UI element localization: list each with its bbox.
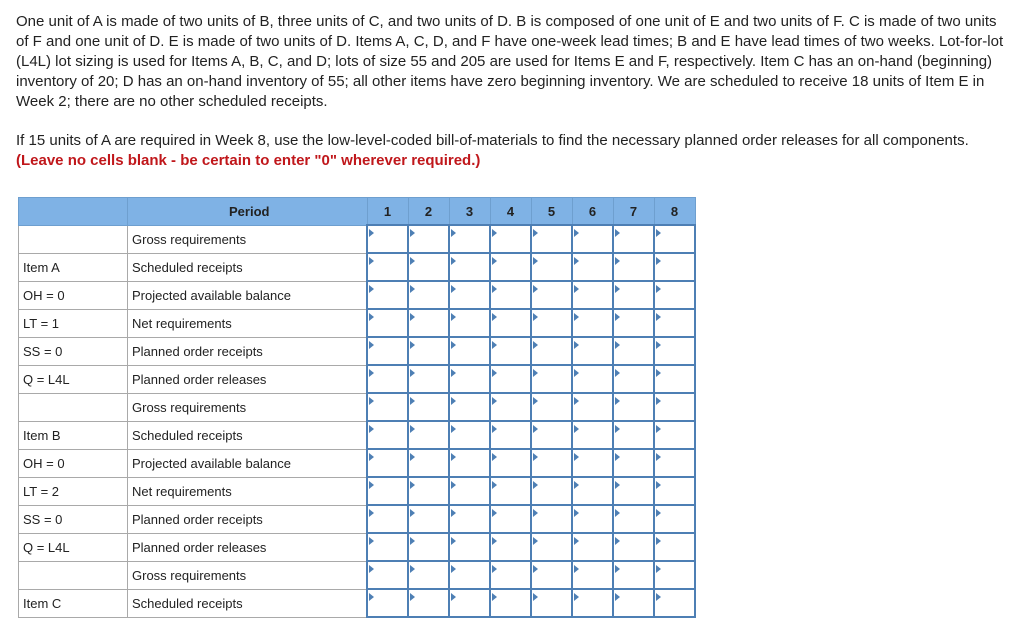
answer-cell bbox=[367, 337, 408, 365]
answer-cell bbox=[490, 421, 531, 449]
answer-cell bbox=[408, 253, 449, 281]
answer-input[interactable] bbox=[614, 282, 653, 308]
answer-cell bbox=[531, 365, 572, 393]
mrp-row bbox=[19, 505, 696, 533]
answer-input[interactable] bbox=[491, 534, 530, 560]
answer-cell bbox=[654, 477, 695, 505]
answer-cell bbox=[572, 253, 613, 281]
answer-input[interactable] bbox=[491, 562, 530, 588]
answer-cell bbox=[449, 421, 490, 449]
answer-input[interactable] bbox=[491, 310, 530, 336]
item-parameter: LT = 1 bbox=[19, 309, 128, 337]
period-2: 2 bbox=[408, 198, 449, 226]
answer-input[interactable] bbox=[532, 226, 571, 252]
answer-input[interactable] bbox=[532, 366, 571, 392]
answer-cell bbox=[531, 309, 572, 337]
answer-cell bbox=[408, 225, 449, 253]
row-label: Scheduled receipts bbox=[128, 589, 368, 617]
answer-cell bbox=[367, 225, 408, 253]
row-label: Net requirements bbox=[128, 477, 368, 505]
answer-cell bbox=[613, 253, 654, 281]
answer-cell bbox=[654, 505, 695, 533]
answer-input[interactable] bbox=[409, 534, 448, 560]
answer-input[interactable] bbox=[450, 394, 489, 420]
item-parameter: OH = 0 bbox=[19, 281, 128, 309]
answer-input[interactable] bbox=[614, 534, 653, 560]
answer-input[interactable] bbox=[573, 282, 612, 308]
period-1: 1 bbox=[367, 198, 408, 226]
answer-cell bbox=[654, 365, 695, 393]
row-label: Projected available balance bbox=[128, 449, 368, 477]
answer-input[interactable] bbox=[450, 562, 489, 588]
answer-cell bbox=[367, 505, 408, 533]
answer-input[interactable] bbox=[409, 590, 448, 616]
answer-input[interactable] bbox=[655, 310, 694, 336]
answer-input[interactable] bbox=[655, 422, 694, 448]
item-parameter: Item B bbox=[19, 421, 128, 449]
answer-input[interactable] bbox=[491, 394, 530, 420]
answer-input[interactable] bbox=[450, 422, 489, 448]
answer-cell bbox=[408, 449, 449, 477]
answer-input[interactable] bbox=[409, 506, 448, 532]
answer-input[interactable] bbox=[368, 422, 407, 448]
answer-input[interactable] bbox=[368, 254, 407, 280]
answer-cell bbox=[490, 561, 531, 589]
answer-cell bbox=[613, 281, 654, 309]
answer-cell bbox=[490, 309, 531, 337]
answer-input[interactable] bbox=[450, 506, 489, 532]
item-parameter bbox=[19, 225, 128, 253]
mrp-row bbox=[19, 421, 696, 449]
answer-cell bbox=[654, 309, 695, 337]
answer-cell bbox=[449, 309, 490, 337]
answer-input[interactable] bbox=[450, 450, 489, 476]
answer-input[interactable] bbox=[532, 282, 571, 308]
period-label: Period bbox=[128, 198, 368, 226]
answer-input[interactable] bbox=[614, 562, 653, 588]
mrp-row bbox=[19, 225, 696, 253]
answer-cell bbox=[613, 365, 654, 393]
answer-input[interactable] bbox=[532, 254, 571, 280]
answer-cell bbox=[490, 225, 531, 253]
answer-cell bbox=[613, 477, 654, 505]
answer-cell bbox=[531, 477, 572, 505]
answer-input[interactable] bbox=[573, 534, 612, 560]
answer-input[interactable] bbox=[450, 254, 489, 280]
answer-input[interactable] bbox=[573, 310, 612, 336]
answer-input[interactable] bbox=[450, 366, 489, 392]
answer-cell bbox=[449, 561, 490, 589]
answer-input[interactable] bbox=[655, 534, 694, 560]
row-label: Planned order receipts bbox=[128, 505, 368, 533]
answer-cell bbox=[408, 533, 449, 561]
answer-cell bbox=[572, 393, 613, 421]
answer-input[interactable] bbox=[614, 394, 653, 420]
answer-cell bbox=[613, 337, 654, 365]
row-label: Gross requirements bbox=[128, 225, 368, 253]
answer-input[interactable] bbox=[491, 338, 530, 364]
answer-input[interactable] bbox=[409, 562, 448, 588]
mrp-row bbox=[19, 589, 696, 617]
mrp-row bbox=[19, 281, 696, 309]
answer-cell bbox=[654, 533, 695, 561]
answer-input[interactable] bbox=[409, 226, 448, 252]
mrp-row bbox=[19, 309, 696, 337]
answer-input[interactable] bbox=[532, 478, 571, 504]
answer-input[interactable] bbox=[532, 394, 571, 420]
answer-cell bbox=[654, 337, 695, 365]
answer-cell bbox=[654, 393, 695, 421]
answer-input[interactable] bbox=[409, 478, 448, 504]
problem-paragraph-1: One unit of A is made of two units of B, three units of C, and two units of D. B is composed of one unit of E and two units of F. C is made of two units of F and one unit of D. E is made of two units of D. Items A, C, D, and F have one-week lead times; B and E have lead times of two weeks. Lot-for-lot (L4L) lot sizing is used for Items A, B, C, and D; lots of size 55 and 205 are used for Items E and F, respectively. Item C has an on-hand (beginning) inventory of 20; D has an on-hand inventory of 55; all other items have zero beginning inventory. We are scheduled to receive 18 units of Item E in Week 2; there are no other scheduled receipts. bbox=[16, 13, 1004, 110]
answer-input[interactable] bbox=[491, 590, 530, 616]
mrp-row bbox=[19, 393, 696, 421]
answer-cell bbox=[408, 561, 449, 589]
answer-input[interactable] bbox=[655, 226, 694, 252]
period-3: 3 bbox=[449, 198, 490, 226]
answer-cell bbox=[490, 393, 531, 421]
row-label: Gross requirements bbox=[128, 393, 368, 421]
answer-cell bbox=[367, 253, 408, 281]
answer-input[interactable] bbox=[655, 478, 694, 504]
answer-cell bbox=[531, 533, 572, 561]
answer-cell bbox=[490, 477, 531, 505]
answer-cell bbox=[449, 337, 490, 365]
answer-cell bbox=[613, 421, 654, 449]
answer-input[interactable] bbox=[614, 366, 653, 392]
answer-input[interactable] bbox=[450, 338, 489, 364]
answer-input[interactable] bbox=[655, 282, 694, 308]
period-4: 4 bbox=[490, 198, 531, 226]
answer-input[interactable] bbox=[655, 338, 694, 364]
answer-input[interactable] bbox=[614, 254, 653, 280]
answer-input[interactable] bbox=[573, 450, 612, 476]
answer-input[interactable] bbox=[368, 450, 407, 476]
answer-cell bbox=[408, 505, 449, 533]
answer-cell bbox=[367, 561, 408, 589]
answer-input[interactable] bbox=[450, 534, 489, 560]
answer-cell bbox=[367, 365, 408, 393]
answer-input[interactable] bbox=[409, 422, 448, 448]
answer-cell bbox=[531, 589, 572, 617]
answer-cell bbox=[367, 421, 408, 449]
answer-cell bbox=[531, 505, 572, 533]
answer-cell bbox=[654, 253, 695, 281]
answer-input[interactable] bbox=[655, 394, 694, 420]
answer-input[interactable] bbox=[409, 338, 448, 364]
answer-input[interactable] bbox=[368, 478, 407, 504]
period-8: 8 bbox=[654, 198, 695, 226]
answer-cell bbox=[449, 449, 490, 477]
answer-input[interactable] bbox=[532, 590, 571, 616]
item-parameter: OH = 0 bbox=[19, 449, 128, 477]
answer-cell bbox=[531, 225, 572, 253]
answer-cell bbox=[408, 309, 449, 337]
answer-cell bbox=[367, 477, 408, 505]
answer-cell bbox=[449, 253, 490, 281]
answer-cell bbox=[408, 281, 449, 309]
answer-cell bbox=[613, 225, 654, 253]
answer-input[interactable] bbox=[573, 506, 612, 532]
answer-cell bbox=[654, 561, 695, 589]
answer-input[interactable] bbox=[409, 310, 448, 336]
answer-cell bbox=[490, 505, 531, 533]
answer-input[interactable] bbox=[491, 254, 530, 280]
answer-cell bbox=[531, 337, 572, 365]
mrp-row bbox=[19, 561, 696, 589]
mrp-row bbox=[19, 533, 696, 561]
answer-input[interactable] bbox=[450, 226, 489, 252]
answer-cell bbox=[572, 365, 613, 393]
answer-cell bbox=[367, 393, 408, 421]
answer-input[interactable] bbox=[491, 422, 530, 448]
mrp-table bbox=[18, 197, 696, 618]
period-6: 6 bbox=[572, 198, 613, 226]
answer-input[interactable] bbox=[368, 282, 407, 308]
answer-input[interactable] bbox=[450, 590, 489, 616]
answer-cell bbox=[408, 337, 449, 365]
answer-cell bbox=[531, 281, 572, 309]
answer-input[interactable] bbox=[532, 422, 571, 448]
answer-input[interactable] bbox=[491, 478, 530, 504]
row-label: Gross requirements bbox=[128, 561, 368, 589]
answer-input[interactable] bbox=[409, 394, 448, 420]
item-parameter: LT = 2 bbox=[19, 477, 128, 505]
problem-statement bbox=[16, 12, 1008, 190]
answer-input[interactable] bbox=[368, 226, 407, 252]
answer-input[interactable] bbox=[491, 450, 530, 476]
answer-input[interactable] bbox=[491, 226, 530, 252]
answer-input[interactable] bbox=[573, 366, 612, 392]
answer-input[interactable] bbox=[409, 282, 448, 308]
answer-cell bbox=[531, 449, 572, 477]
answer-input[interactable] bbox=[614, 310, 653, 336]
answer-cell bbox=[490, 365, 531, 393]
answer-cell bbox=[572, 533, 613, 561]
answer-cell bbox=[613, 449, 654, 477]
answer-cell bbox=[531, 561, 572, 589]
fill-instruction: (Leave no cells blank - be certain to enter "0" wherever required.) bbox=[16, 152, 481, 169]
period-header-row bbox=[19, 198, 696, 226]
answer-input[interactable] bbox=[573, 590, 612, 616]
answer-input[interactable] bbox=[368, 562, 407, 588]
problem-paragraph-2 bbox=[16, 131, 1008, 171]
answer-input[interactable] bbox=[450, 282, 489, 308]
answer-input[interactable] bbox=[532, 562, 571, 588]
answer-cell bbox=[572, 421, 613, 449]
answer-input[interactable] bbox=[368, 338, 407, 364]
answer-input[interactable] bbox=[614, 338, 653, 364]
period-5: 5 bbox=[531, 198, 572, 226]
item-parameter: Q = L4L bbox=[19, 533, 128, 561]
answer-input[interactable] bbox=[409, 254, 448, 280]
answer-cell bbox=[572, 281, 613, 309]
answer-input[interactable] bbox=[573, 338, 612, 364]
answer-cell bbox=[572, 337, 613, 365]
answer-cell bbox=[654, 449, 695, 477]
answer-cell bbox=[408, 365, 449, 393]
row-label: Planned order receipts bbox=[128, 337, 368, 365]
answer-cell bbox=[613, 505, 654, 533]
answer-cell bbox=[654, 225, 695, 253]
answer-input[interactable] bbox=[573, 254, 612, 280]
answer-cell bbox=[367, 589, 408, 617]
answer-cell bbox=[531, 253, 572, 281]
answer-cell bbox=[490, 253, 531, 281]
answer-input[interactable] bbox=[532, 450, 571, 476]
answer-cell bbox=[490, 337, 531, 365]
answer-cell bbox=[572, 561, 613, 589]
answer-cell bbox=[572, 449, 613, 477]
answer-input[interactable] bbox=[532, 534, 571, 560]
answer-cell bbox=[449, 477, 490, 505]
answer-cell bbox=[449, 393, 490, 421]
answer-cell bbox=[613, 589, 654, 617]
answer-input[interactable] bbox=[573, 394, 612, 420]
answer-cell bbox=[572, 505, 613, 533]
answer-cell bbox=[449, 505, 490, 533]
mrp-row bbox=[19, 449, 696, 477]
answer-input[interactable] bbox=[532, 310, 571, 336]
period-7: 7 bbox=[613, 198, 654, 226]
answer-input[interactable] bbox=[655, 450, 694, 476]
row-label: Net requirements bbox=[128, 309, 368, 337]
row-label: Planned order releases bbox=[128, 365, 368, 393]
answer-cell bbox=[408, 421, 449, 449]
row-label: Projected available balance bbox=[128, 281, 368, 309]
answer-input[interactable] bbox=[614, 422, 653, 448]
answer-cell bbox=[613, 561, 654, 589]
item-parameter: Q = L4L bbox=[19, 365, 128, 393]
answer-input[interactable] bbox=[614, 506, 653, 532]
mrp-row bbox=[19, 365, 696, 393]
answer-input[interactable] bbox=[532, 338, 571, 364]
problem-question: If 15 units of A are required in Week 8, use the low-level-coded bill-of-materials to find the necessary planned order releases for all components. bbox=[16, 132, 969, 149]
answer-cell bbox=[531, 421, 572, 449]
answer-cell bbox=[367, 281, 408, 309]
answer-input[interactable] bbox=[655, 366, 694, 392]
answer-cell bbox=[367, 533, 408, 561]
answer-cell bbox=[613, 393, 654, 421]
answer-cell bbox=[449, 365, 490, 393]
answer-input[interactable] bbox=[409, 450, 448, 476]
answer-input[interactable] bbox=[614, 450, 653, 476]
item-parameter: Item A bbox=[19, 253, 128, 281]
answer-input[interactable] bbox=[614, 590, 653, 616]
answer-input[interactable] bbox=[532, 506, 571, 532]
answer-cell bbox=[490, 533, 531, 561]
answer-cell bbox=[367, 309, 408, 337]
mrp-row bbox=[19, 477, 696, 505]
mrp-row bbox=[19, 253, 696, 281]
row-label: Scheduled receipts bbox=[128, 421, 368, 449]
answer-input[interactable] bbox=[573, 562, 612, 588]
answer-input[interactable] bbox=[450, 478, 489, 504]
answer-input[interactable] bbox=[368, 310, 407, 336]
answer-input[interactable] bbox=[491, 282, 530, 308]
item-parameter bbox=[19, 561, 128, 589]
row-label: Planned order releases bbox=[128, 533, 368, 561]
answer-input[interactable] bbox=[491, 506, 530, 532]
answer-cell bbox=[572, 589, 613, 617]
answer-input[interactable] bbox=[573, 478, 612, 504]
header-blank bbox=[19, 198, 128, 226]
answer-cell bbox=[613, 309, 654, 337]
answer-cell bbox=[408, 589, 449, 617]
answer-cell bbox=[531, 393, 572, 421]
answer-input[interactable] bbox=[368, 534, 407, 560]
answer-cell bbox=[449, 533, 490, 561]
answer-cell bbox=[572, 225, 613, 253]
item-parameter: SS = 0 bbox=[19, 505, 128, 533]
answer-input[interactable] bbox=[491, 366, 530, 392]
answer-cell bbox=[613, 533, 654, 561]
answer-cell bbox=[449, 281, 490, 309]
item-parameter: Item C bbox=[19, 589, 128, 617]
item-parameter: SS = 0 bbox=[19, 337, 128, 365]
answer-input[interactable] bbox=[655, 254, 694, 280]
answer-cell bbox=[654, 589, 695, 617]
answer-input[interactable] bbox=[614, 478, 653, 504]
answer-cell bbox=[408, 477, 449, 505]
answer-input[interactable] bbox=[655, 562, 694, 588]
row-label: Scheduled receipts bbox=[128, 253, 368, 281]
answer-input[interactable] bbox=[655, 590, 694, 616]
answer-input[interactable] bbox=[368, 366, 407, 392]
item-parameter bbox=[19, 393, 128, 421]
answer-cell bbox=[654, 281, 695, 309]
answer-input[interactable] bbox=[368, 590, 407, 616]
answer-input[interactable] bbox=[368, 394, 407, 420]
answer-cell bbox=[490, 449, 531, 477]
answer-cell bbox=[449, 589, 490, 617]
answer-cell bbox=[490, 281, 531, 309]
answer-cell bbox=[572, 477, 613, 505]
answer-cell bbox=[572, 309, 613, 337]
answer-input[interactable] bbox=[450, 310, 489, 336]
answer-input[interactable] bbox=[368, 506, 407, 532]
answer-cell bbox=[367, 449, 408, 477]
answer-cell bbox=[490, 589, 531, 617]
answer-input[interactable] bbox=[573, 226, 612, 252]
answer-input[interactable] bbox=[655, 506, 694, 532]
answer-cell bbox=[408, 393, 449, 421]
answer-cell bbox=[654, 421, 695, 449]
answer-input[interactable] bbox=[409, 366, 448, 392]
answer-input[interactable] bbox=[614, 226, 653, 252]
answer-input[interactable] bbox=[573, 422, 612, 448]
mrp-row bbox=[19, 337, 696, 365]
answer-cell bbox=[449, 225, 490, 253]
